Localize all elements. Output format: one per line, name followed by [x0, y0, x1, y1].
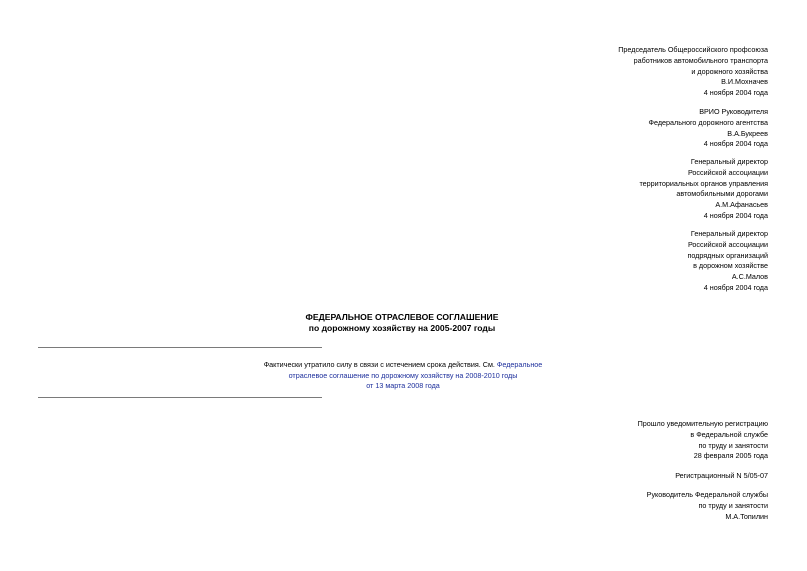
registration-head-block — [647, 490, 768, 522]
signatory-position: Российской ассоциации — [687, 239, 768, 249]
signatory-position: автомобильными дорогами — [676, 189, 768, 199]
signatory-position: работников автомобильного транспорта — [633, 55, 768, 65]
document-title — [200, 312, 604, 334]
registration-head-position: Руководитель Федеральной службы — [646, 490, 768, 499]
signatory-position: Председатель Общероссийского профсоюза — [618, 45, 768, 54]
signatory-position: в дорожном хозяйстве — [693, 261, 768, 271]
registration-date: 28 февраля 2005 года — [693, 451, 768, 461]
signatory-block-territorial-association — [639, 157, 768, 222]
signatory-date: 4 ноября 2004 года — [703, 139, 768, 149]
registration-head-position: по труду и занятости — [698, 500, 768, 510]
registration-notice-line: Прошло уведомительную регистрацию — [637, 419, 768, 428]
document-title-subtitle: по дорожному хозяйству на 2005-2007 годы — [308, 323, 496, 333]
registration-notice — [638, 419, 768, 462]
signatory-name: А.С.Малов — [731, 272, 768, 282]
registration-number-block — [675, 471, 768, 482]
signatory-name: В.И.Мохначев — [721, 77, 768, 87]
signatory-position: ВРИО Руководителя — [699, 107, 768, 116]
registration-notice-line: в Федеральной службе — [690, 429, 768, 439]
signatory-block-contractors-association — [687, 229, 768, 294]
signatory-date: 4 ноября 2004 года — [703, 210, 768, 220]
successor-agreement-link[interactable]: отраслевое соглашение по дорожному хозяйству на 2008-2010 годы — [288, 370, 518, 380]
signatory-position: Генеральный директор — [690, 157, 768, 166]
signatory-position: подрядных организаций — [687, 250, 768, 260]
status-note — [240, 360, 566, 392]
signatory-position: Генеральный директор — [690, 229, 768, 238]
signatory-position: территориальных органов управления — [639, 178, 768, 188]
status-note-text: Фактически утратило силу в связи с истечением срока действия. См. — [263, 360, 497, 369]
divider-top — [38, 347, 322, 348]
signatory-name: А.М.Афанасьев — [715, 200, 768, 210]
registration-number: Регистрационный N 5/05-07 — [675, 471, 768, 480]
signatory-name: В.А.Букреев — [727, 128, 768, 138]
registration-head-name: М.А.Топилин — [725, 511, 768, 521]
signatory-block-trade-union — [618, 45, 768, 99]
successor-agreement-link[interactable]: Федеральное — [496, 360, 543, 369]
signatory-date: 4 ноября 2004 года — [703, 282, 768, 292]
signatory-block-road-agency — [649, 107, 768, 150]
signatory-position: и дорожного хозяйства — [691, 66, 768, 76]
signatory-date: 4 ноября 2004 года — [703, 88, 768, 98]
registration-notice-line: по труду и занятости — [698, 440, 768, 450]
document-title-main: ФЕДЕРАЛЬНОЕ ОТРАСЛЕВОЕ СОГЛАШЕНИЕ — [305, 312, 499, 322]
signatory-position: Российской ассоциации — [687, 167, 768, 177]
successor-agreement-link[interactable]: от 13 марта 2008 года — [366, 381, 440, 391]
signatory-position: Федерального дорожного агентства — [648, 117, 768, 127]
divider-bottom — [38, 397, 322, 398]
